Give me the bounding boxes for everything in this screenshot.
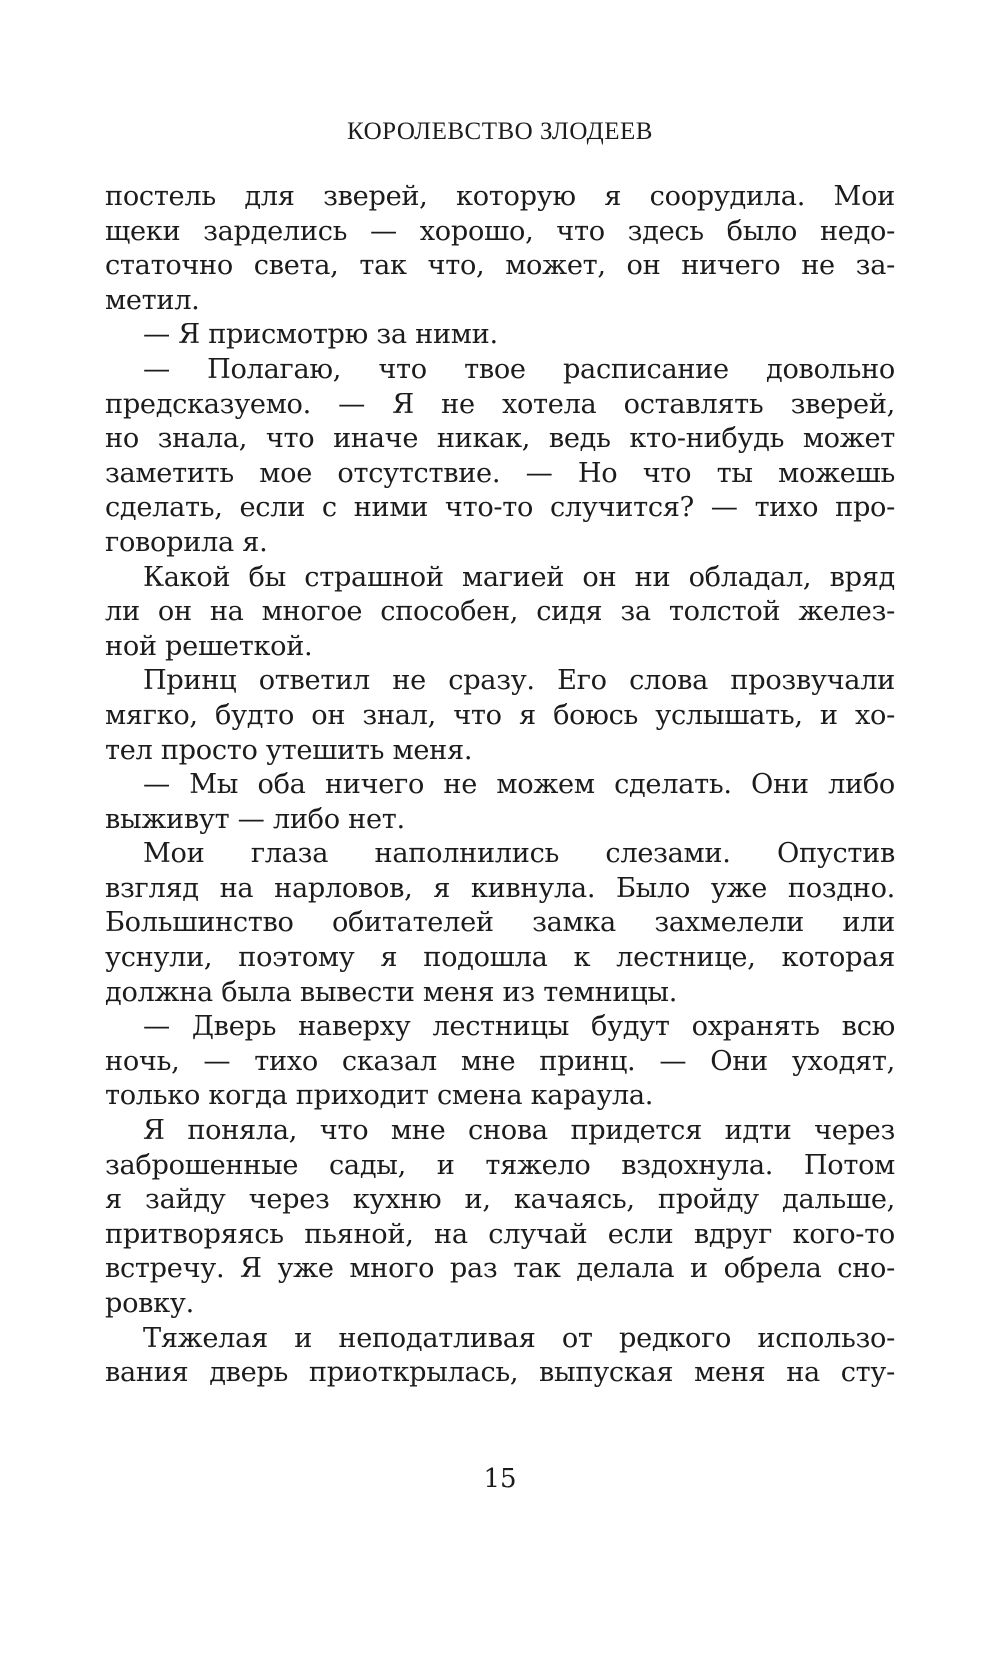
text-line: говорила я. bbox=[105, 526, 268, 558]
text-line: — Дверь наверху лестницы будут охранять всю bbox=[143, 1011, 895, 1043]
text-line: притворяясь пьяной, на случай если вдруг кого-то bbox=[105, 1218, 895, 1250]
running-head: КОРОЛЕВСТВО ЗЛОДЕЕВ bbox=[347, 118, 653, 145]
text-line: предсказуемо. — Я не хотела оставлять зверей, bbox=[105, 388, 895, 420]
text-line: заметить мое отсутствие. — Но что ты можешь bbox=[105, 457, 895, 489]
text-line: Какой бы страшной магией он ни обладал, вряд bbox=[143, 561, 895, 593]
text-line: тел просто утешить меня. bbox=[105, 734, 473, 766]
text-line: Я поняла, что мне снова придется идти через bbox=[143, 1115, 895, 1147]
text-line: щеки зарделись — хорошо, что здесь было недо- bbox=[105, 215, 895, 247]
text-line: уснули, поэтому я подошла к лестнице, которая bbox=[105, 942, 895, 974]
text-line: метил. bbox=[105, 284, 200, 316]
text-line: заброшенные сады, и тяжело вздохнула. Потом bbox=[105, 1149, 895, 1181]
text-line: но знала, что иначе никак, ведь кто-нибудь может bbox=[105, 423, 895, 455]
text-line: ли он на многое способен, сидя за толстой желез- bbox=[105, 596, 895, 628]
text-line: Большинство обитателей замка захмелели или bbox=[105, 907, 895, 939]
text-line: взгляд на нарловов, я кивнула. Было уже поздно. bbox=[105, 872, 895, 904]
text-line: встречу. Я уже много раз так делала и обрела сно- bbox=[105, 1253, 895, 1285]
text-line: я зайду через кухню и, качаясь, пройду дальше, bbox=[105, 1184, 895, 1216]
text-line: — Я присмотрю за ними. bbox=[143, 319, 498, 351]
text-line: Принц ответил не сразу. Его слова прозвучали bbox=[143, 665, 895, 697]
text-line: выживут — либо нет. bbox=[105, 803, 405, 835]
text-line: постель для зверей, которую я соорудила. Мои bbox=[105, 181, 895, 212]
text-line: — Полагаю, что твое расписание довольно bbox=[143, 353, 895, 385]
text-line: только когда приходит смена караула. bbox=[105, 1080, 654, 1112]
text-line: статочно света, так что, может, он ничего не за- bbox=[105, 250, 895, 282]
text-line: вания дверь приоткрылась, выпуская меня на сту- bbox=[105, 1357, 895, 1389]
text-line: сделать, если с ними что-то случится? — тихо про- bbox=[105, 492, 895, 524]
body-text bbox=[105, 180, 895, 1391]
text-line: ной решеткой. bbox=[105, 630, 313, 662]
text-line: Тяжелая и неподатливая от редкого использо- bbox=[143, 1322, 895, 1354]
text-line: должна была вывести меня из темницы. bbox=[105, 976, 678, 1008]
text-line: ночь, — тихо сказал мне принц. — Они уходят, bbox=[105, 1045, 895, 1077]
text-line: Мои глаза наполнились слезами. Опустив bbox=[143, 838, 895, 870]
text-line: мягко, будто он знал, что я боюсь услышать, и хо- bbox=[105, 699, 895, 731]
page-number: 15 bbox=[483, 1464, 517, 1494]
text-line: ровку. bbox=[105, 1288, 194, 1319]
text-line: — Мы оба ничего не можем сделать. Они либо bbox=[143, 769, 895, 801]
